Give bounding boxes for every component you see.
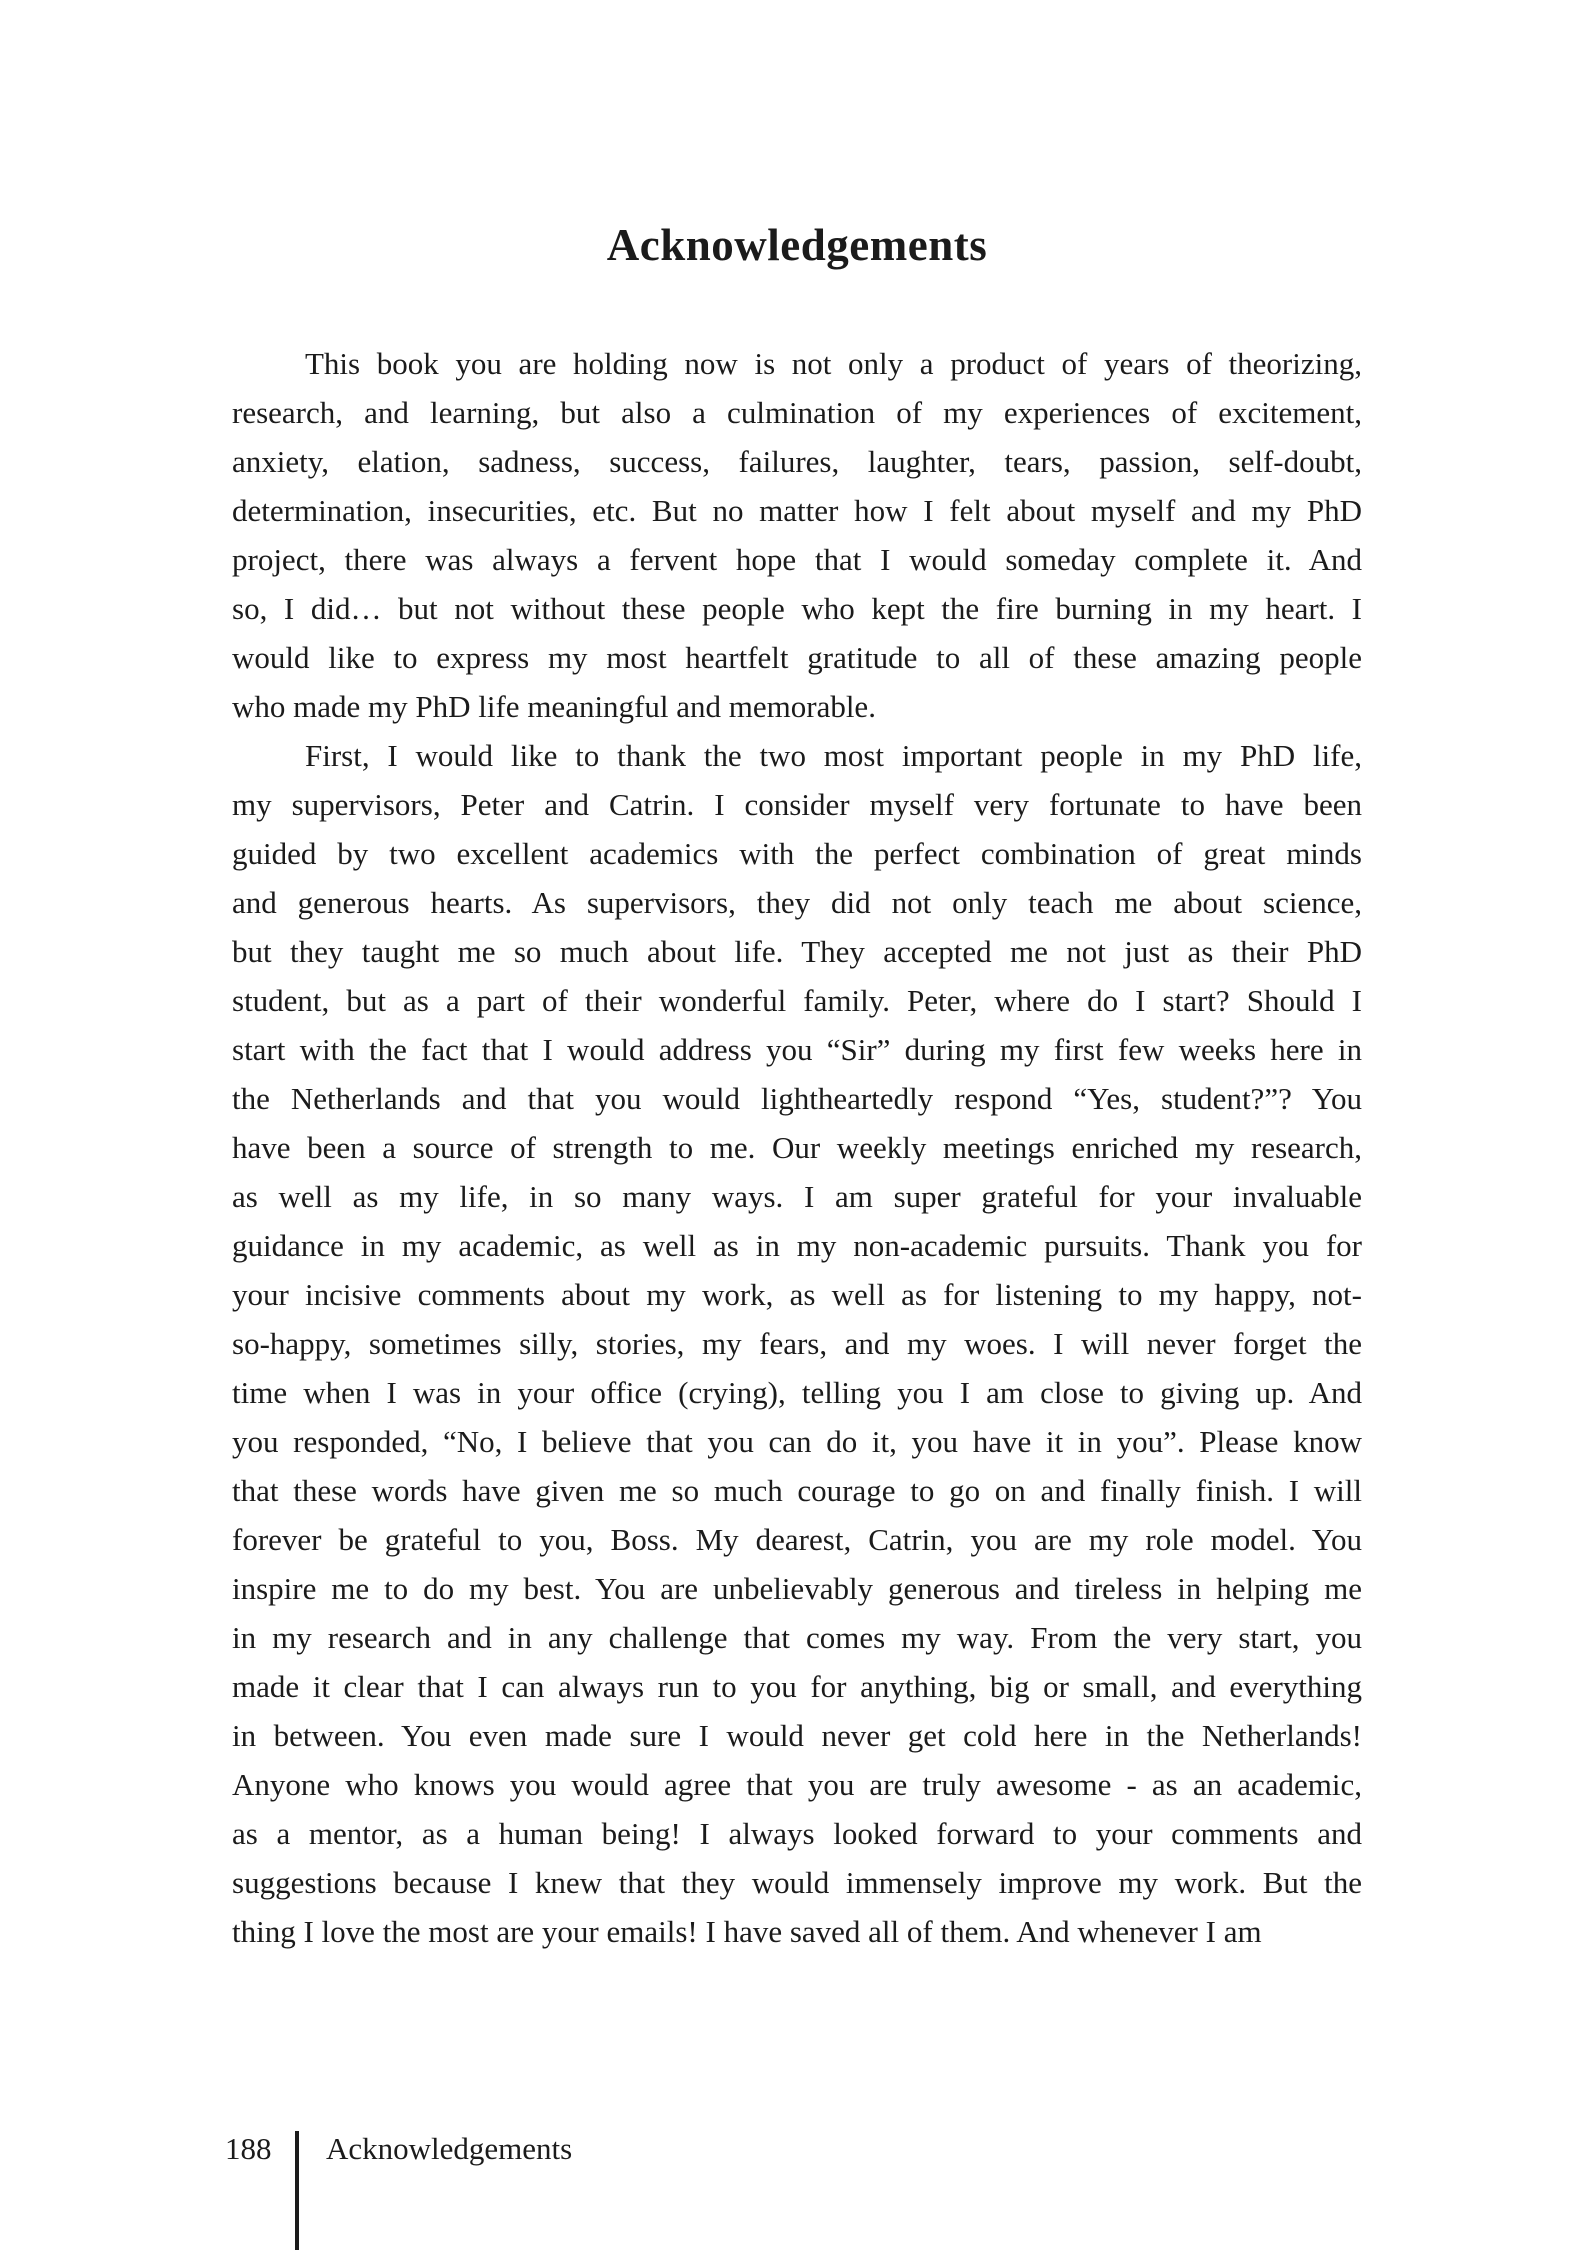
text-line: start with the fact that I would address you “Sir” during my first few weeks here in xyxy=(232,1032,1362,1067)
text-line: Anyone who knows you would agree that you are truly awesome - as an academic, xyxy=(232,1767,1362,1802)
text-line: determination, insecurities, etc. But no matter how I felt about myself and my PhD xyxy=(232,493,1362,528)
text-line: forever be grateful to you, Boss. My dearest, Catrin, you are my role model. You xyxy=(232,1522,1362,1557)
text-line: time when I was in your office (crying), telling you I am close to giving up. And xyxy=(232,1375,1362,1410)
text-line: inspire me to do my best. You are unbelievably generous and tireless in helping me xyxy=(232,1571,1362,1606)
text-line: suggestions because I knew that they would immensely improve my work. But the xyxy=(232,1865,1362,1900)
footer-section-title: Acknowledgements xyxy=(326,2131,573,2166)
body-text xyxy=(232,339,1362,1956)
text-line: guided by two excellent academics with the perfect combination of great minds xyxy=(232,836,1362,871)
text-line: This book you are holding now is not only a product of years of theorizing, xyxy=(305,346,1362,381)
text-line: First, I would like to thank the two most important people in my PhD life, xyxy=(305,738,1362,773)
page-title: Acknowledgements xyxy=(606,220,988,270)
text-line: thing I love the most are your emails! I have saved all of them. And whenever I am xyxy=(232,1914,1262,1949)
text-line: the Netherlands and that you would lightheartedly respond “Yes, student?”? You xyxy=(232,1081,1362,1116)
text-line: student, but as a part of their wonderful family. Peter, where do I start? Should I xyxy=(232,983,1362,1018)
text-line: you responded, “No, I believe that you can do it, you have it in you”. Please know xyxy=(232,1424,1362,1459)
text-line: project, there was always a fervent hope that I would someday complete it. And xyxy=(232,542,1362,577)
text-line: as well as my life, in so many ways. I am super grateful for your invaluable xyxy=(232,1179,1362,1214)
text-line: have been a source of strength to me. Our weekly meetings enriched my research, xyxy=(232,1130,1362,1165)
footer-page-number: 188 xyxy=(225,2131,272,2166)
text-line: your incisive comments about my work, as well as for listening to my happy, not- xyxy=(232,1277,1362,1312)
text-line: made it clear that I can always run to you for anything, big or small, and everything xyxy=(232,1669,1362,1704)
text-line: guidance in my academic, as well as in my non-academic pursuits. Thank you for xyxy=(232,1228,1362,1263)
text-line: would like to express my most heartfelt gratitude to all of these amazing people xyxy=(232,640,1362,675)
text-line: who made my PhD life meaningful and memorable. xyxy=(232,689,876,724)
text-line: in my research and in any challenge that comes my way. From the very start, you xyxy=(232,1620,1362,1655)
text-line: as a mentor, as a human being! I always looked forward to your comments and xyxy=(232,1816,1362,1851)
text-line: that these words have given me so much courage to go on and finally finish. I will xyxy=(232,1473,1362,1508)
text-line: but they taught me so much about life. They accepted me not just as their PhD xyxy=(232,934,1362,969)
text-line: research, and learning, but also a culmination of my experiences of excitement, xyxy=(232,395,1362,430)
text-line: so, I did… but not without these people who kept the fire burning in my heart. I xyxy=(232,591,1362,626)
text-line: anxiety, elation, sadness, success, failures, laughter, tears, passion, self-doubt, xyxy=(232,444,1362,479)
text-line: in between. You even made sure I would never get cold here in the Netherlands! xyxy=(232,1718,1362,1753)
text-line: and generous hearts. As supervisors, they did not only teach me about science, xyxy=(232,885,1362,920)
footer-divider xyxy=(295,2131,299,2250)
text-line: my supervisors, Peter and Catrin. I consider myself very fortunate to have been xyxy=(232,787,1362,822)
text-line: so-happy, sometimes silly, stories, my fears, and my woes. I will never forget the xyxy=(232,1326,1362,1361)
